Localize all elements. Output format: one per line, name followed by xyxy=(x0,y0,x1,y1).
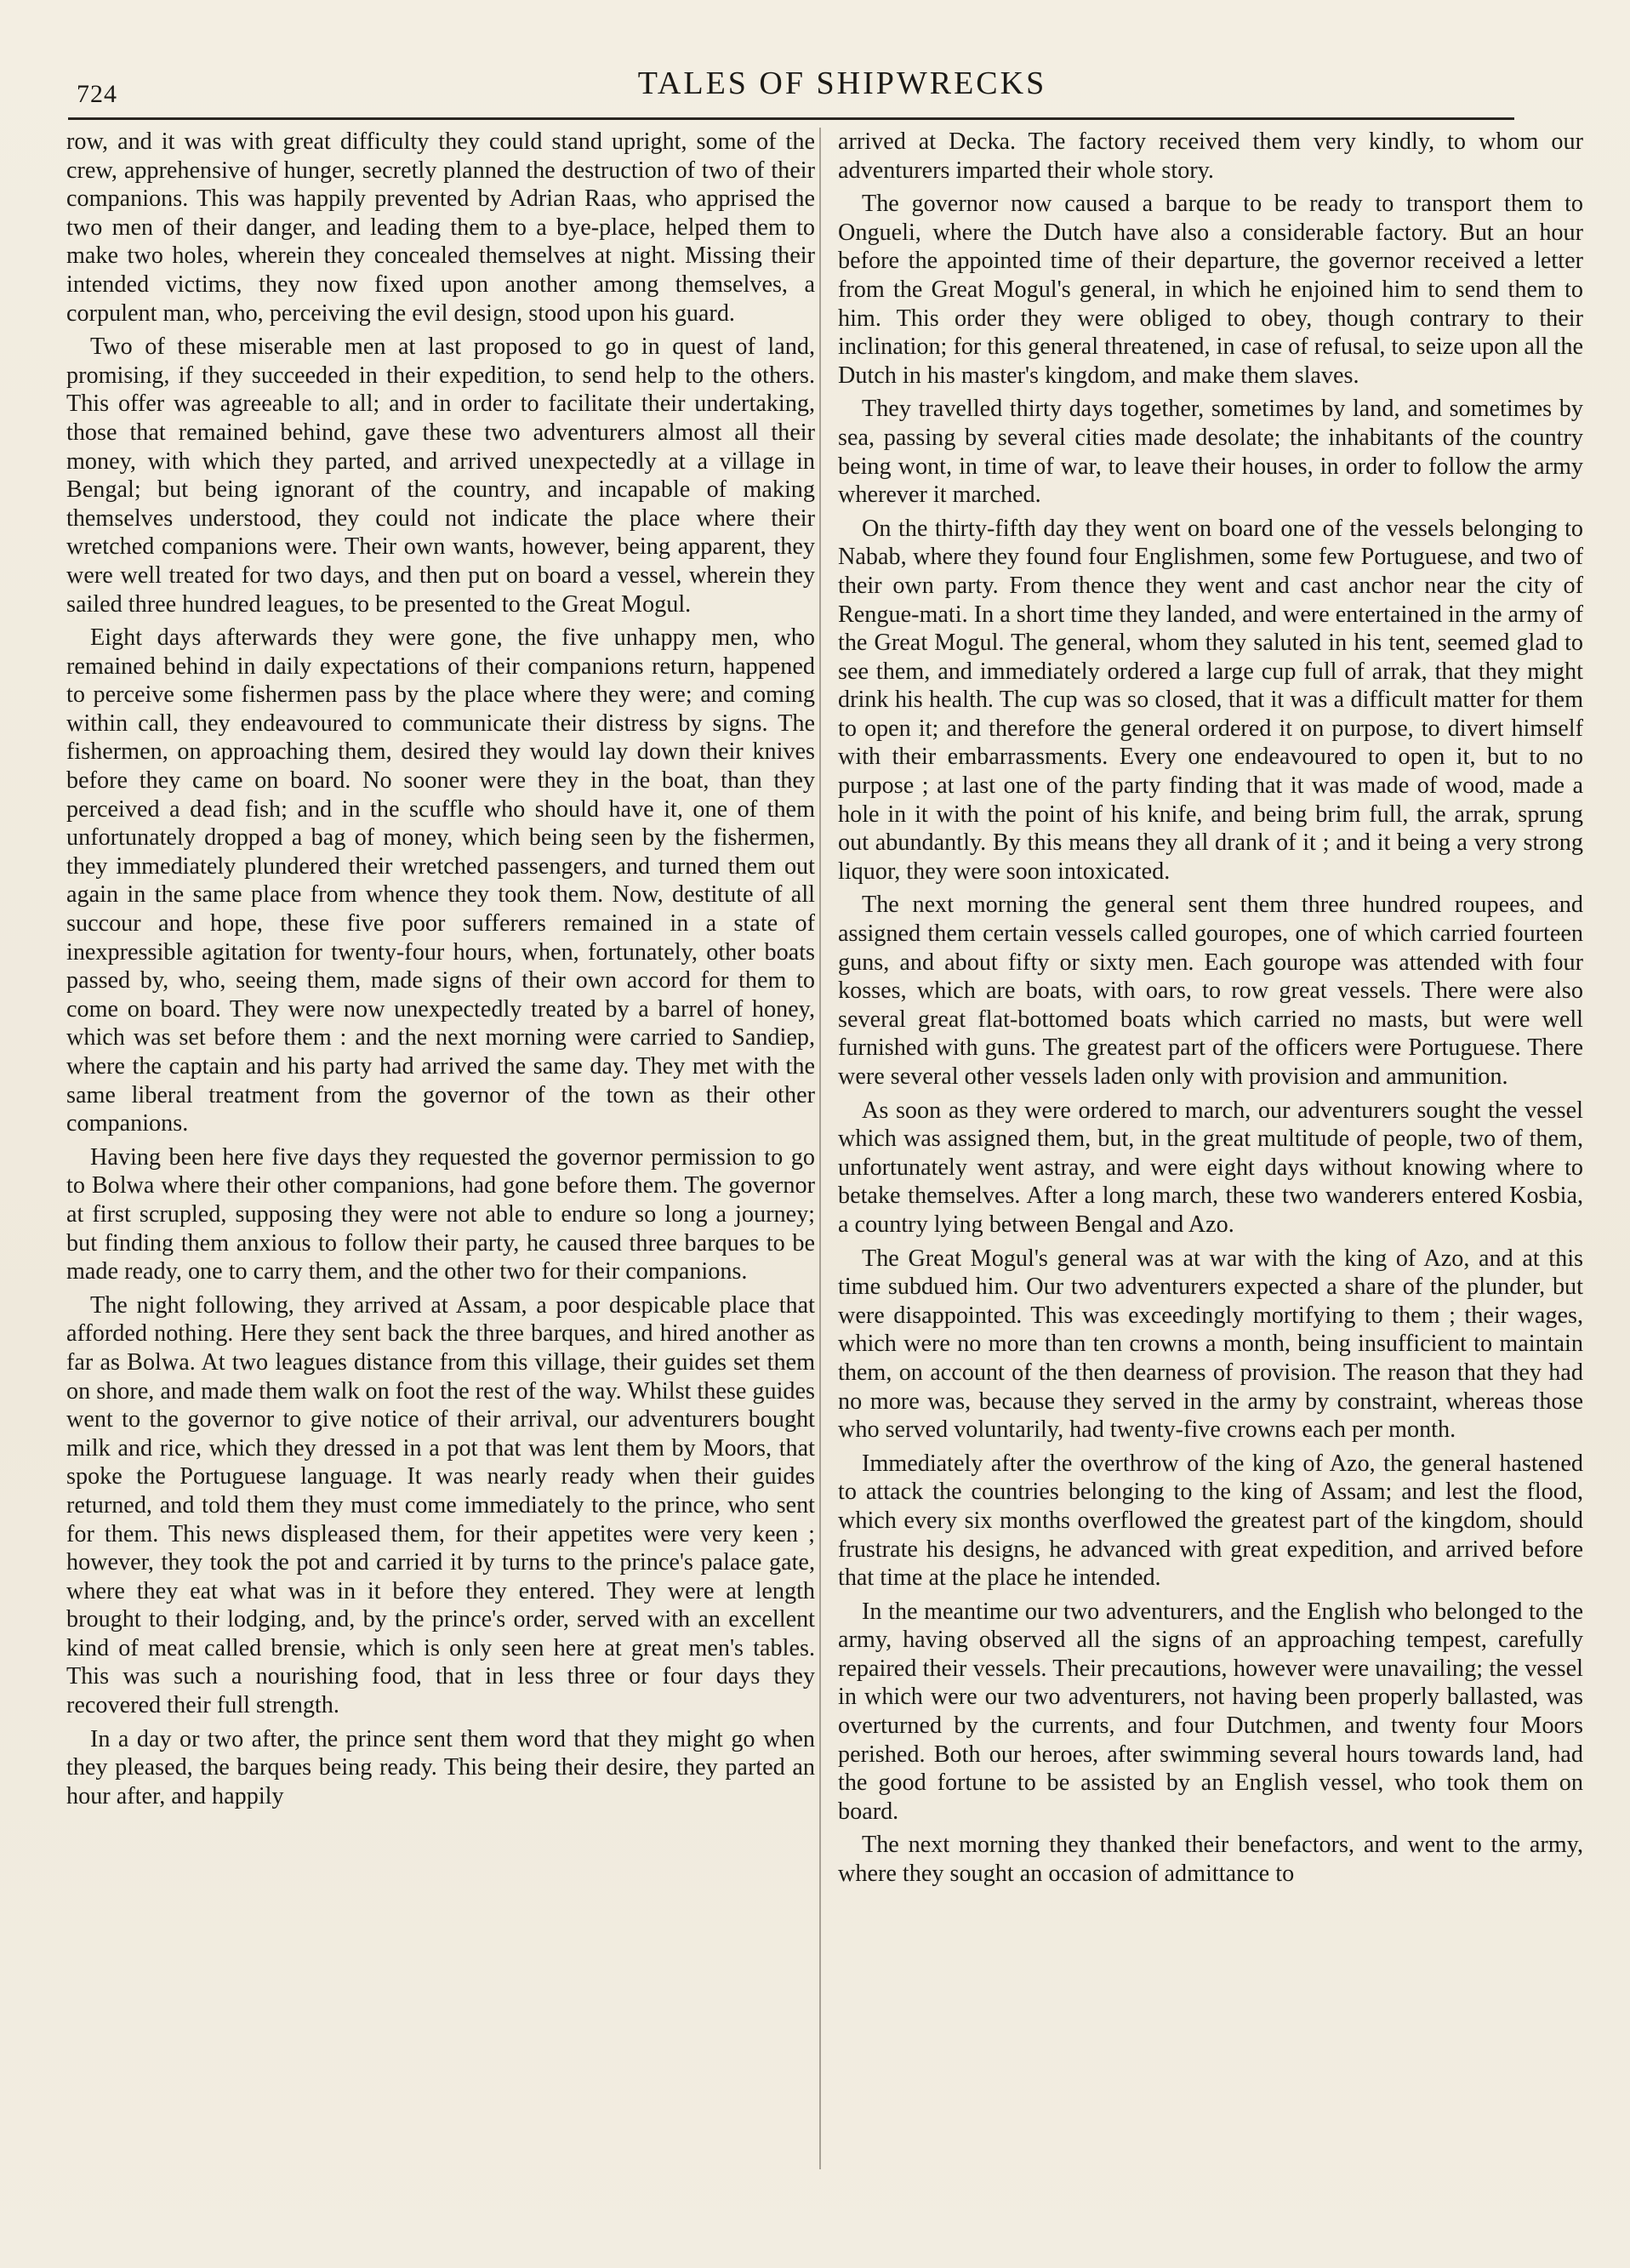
paragraph: The next morning they thanked their benefactors, and went to the army, where they sought an occasion of admittance to xyxy=(838,1832,1583,1888)
column-divider xyxy=(819,128,821,2169)
paragraph: arrived at Decka. The factory received them very kindly, to whom our adventurers imparted their whole story. xyxy=(838,128,1583,184)
paragraph: In the meantime our two adventurers, and the English who belonged to the army, having observed all the signs of an approaching tempest, carefully repaired their vessels. Their precautions, however were unavailing; the vessel in which were our two adventurers, not having been properly ballasted, was overturned by the currents, and four Dutchmen, and twenty four Moors perished. Both our heroes, after swimming several hours towards land, had the good fortune to be assisted by an English vessel, who took them on board. xyxy=(838,1598,1583,1825)
paragraph: Two of these miserable men at last proposed to go in quest of land, promising, if they succeeded in their expedition, to send help to the others. This offer was agreeable to all; and in order to facilitate their undertaking, those that remained behind, gave these two adventurers almost all their money, with which they parted, and arrived unexpectedly at a village in Bengal; but being ignorant of the country, and incapable of making themselves understood, they could not indicate the place where their wretched companions were. Their own wants, however, being apparent, they were well treated for two days, and then put on board a vessel, wherein they sailed three hundred leagues, to be presented to the Great Mogul. xyxy=(66,333,815,618)
page-number: 724 xyxy=(77,80,117,108)
paragraph: The next morning the general sent them three hundred roupees, and assigned them certain vessels called gouropes, one of which carried fourteen guns, and about fifty or sixty men. Each gourope was attended with four kosses, which are boats, with oars, to row great vessels. There were also several great flat-bottomed boats which carried no masts, but were well furnished with guns. The greatest part of the officers were Portuguese. There were several other vessels laden only with provision and ammunition. xyxy=(838,892,1583,1090)
left-column xyxy=(66,128,815,2186)
paragraph: The governor now caused a barque to be ready to transport them to Ongueli, where the Dutch have also a considerable factory. But an hour before the appointed time of their departure, the governor received a letter from the Great Mogul's general, in which he enjoined him to send them to him. This order they were obliged to obey, though contrary to their inclination; for this general threatened, in case of refusal, to seize upon all the Dutch in his master's kingdom, and make them slaves. xyxy=(838,191,1583,389)
paragraph: In a day or two after, the prince sent them word that they might go when they pleased, the barques being ready. This being their desire, they parted an hour after, and happily xyxy=(66,1725,815,1809)
paragraph: row, and it was with great difficulty they could stand upright, some of the crew, apprehensive of hunger, secretly planned the destruction of two of their companions. This was happily prevented by Adrian Raas, who apprised the two men of their danger, and leading them to a bye-place, helped them to make two holes, wherein they concealed themselves at night. Missing their intended victims, they now fixed upon another among themselves, a corpulent man, who, perceiving the evil design, stood upon his guard. xyxy=(66,128,815,327)
paragraph: The Great Mogul's general was at war with the king of Azo, and at this time subdued him. Our two adventurers expected a share of the plunder, but were disappointed. This was exceedingly mortifying to them ; their wages, which were no more than ten crowns a month, being insufficient to maintain them, on account of the then dearness of provision. The reason that they had no more was, because they served in the army by constraint, whereas those who served voluntarily, had twenty-five crowns each per month. xyxy=(838,1245,1583,1444)
right-column xyxy=(838,128,1583,2186)
paragraph: On the thirty-fifth day they went on board one of the vessels belonging to Nabab, where they found four Englishmen, some few Portuguese, and two of their own party. From thence they went and cast anchor near the city of Rengue-mati. In a short time they landed, and were entertained in the army of the Great Mogul. The general, whom they saluted in his tent, seemed glad to see them, and immediately ordered a large cup full of arrak, that they might drink his health. The cup was so closed, that it was a difficult matter for them to open it; and therefore the general ordered it on purpose, to divert himself with their embarrassments. Every one endeavoured to open it, but to no purpose ; at last one of the party finding that it was made of wood, made a hole in it with the point of his knife, and being brim full, the arrak, sprung out abundantly. By this means they all drank of it ; and it being a very strong liquor, they were soon intoxicated. xyxy=(838,515,1583,885)
paragraph: Immediately after the overthrow of the king of Azo, the general hastened to attack the countries belonging to the king of Assam; and lest the flood, which every six months overflowed the greatest part of the kingdom, should frustrate his designs, he advanced with great expedition, and arrived before that time at the place he intended. xyxy=(838,1450,1583,1592)
paragraph: Eight days afterwards they were gone, the five unhappy men, who remained behind in daily expectations of their companions return, happened to perceive some fishermen pass by the place where they were; and coming within call, they endeavoured to communicate their distress by signs. The fishermen, on approaching them, desired they would lay down their knives before they came on board. No sooner were they in the boat, than they perceived a dead fish; and in the scuffle who should have it, one of them unfortunately dropped a bag of money, which being seen by the fishermen, they immediately plundered their wretched passengers, and turned them out again in the same place from whence they took them. Now, destitute of all succour and hope, these five poor sufferers remained in a state of inexpressible agitation for twenty-four hours, when, fortunately, other boats passed by, who, seeing them, made signs of their own accord for them to come on board. They were now unexpectedly treated by a barrel of honey, which was set before them : and the next morning were carried to Sandiep, where the captain and his party had arrived the same day. They met with the same liberal treatment from the governor of the town as their other companions. xyxy=(66,624,815,1137)
paragraph: They travelled thirty days together, sometimes by land, and sometimes by sea, passing by several cities made desolate; the inhabitants of the country being wont, in time of war, to leave their houses, in order to follow the army wherever it marched. xyxy=(838,396,1583,509)
paragraph: Having been here five days they requested the governor permission to go to Bolwa where their other companions, had gone before them. The governor at first scrupled, supposing they were not able to endure so long a journey; but finding them anxious to follow their party, he caused three barques to be made ready, one to carry them, and the other two for their companions. xyxy=(66,1143,815,1285)
page-header xyxy=(51,61,1582,112)
paragraph: The night following, they arrived at Assam, a poor despicable place that afforded nothing. Here they sent back the three barques, and hired another as far as Bolwa. At two leagues distance from this village, their guides set them on shore, and made them walk on foot the rest of the way. Whilst these guides went to the governor to give notice of their arrival, our adventurers bought milk and rice, which they dressed in a pot that was lent them by Moors, that spoke the Portuguese language. It was nearly ready when their guides returned, and told them they must come immediately to the prince, who sent for them. This news displeased them, for their appetites were very keen ; however, they took the pot and carried it by turns to the prince's palace gate, where they eat what was in it before they entered. They were at length brought to their lodging, and, by the prince's order, served with an excellent kind of meat called brensie, which is only seen here at great men's tables. This was such a nourishing food, that in less three or four days they recovered their full strength. xyxy=(66,1291,815,1719)
running-title: TALES OF SHIPWRECKS xyxy=(637,66,1047,101)
paragraph: As soon as they were ordered to march, our adventurers sought the vessel which was assigned them, but, in the great multitude of people, two of them, unfortunately went astray, and were eight days without knowing where to betake themselves. After a long march, these two wanderers entered Kosbia, a country lying between Bengal and Azo. xyxy=(838,1097,1583,1238)
header-rule xyxy=(68,117,1514,120)
